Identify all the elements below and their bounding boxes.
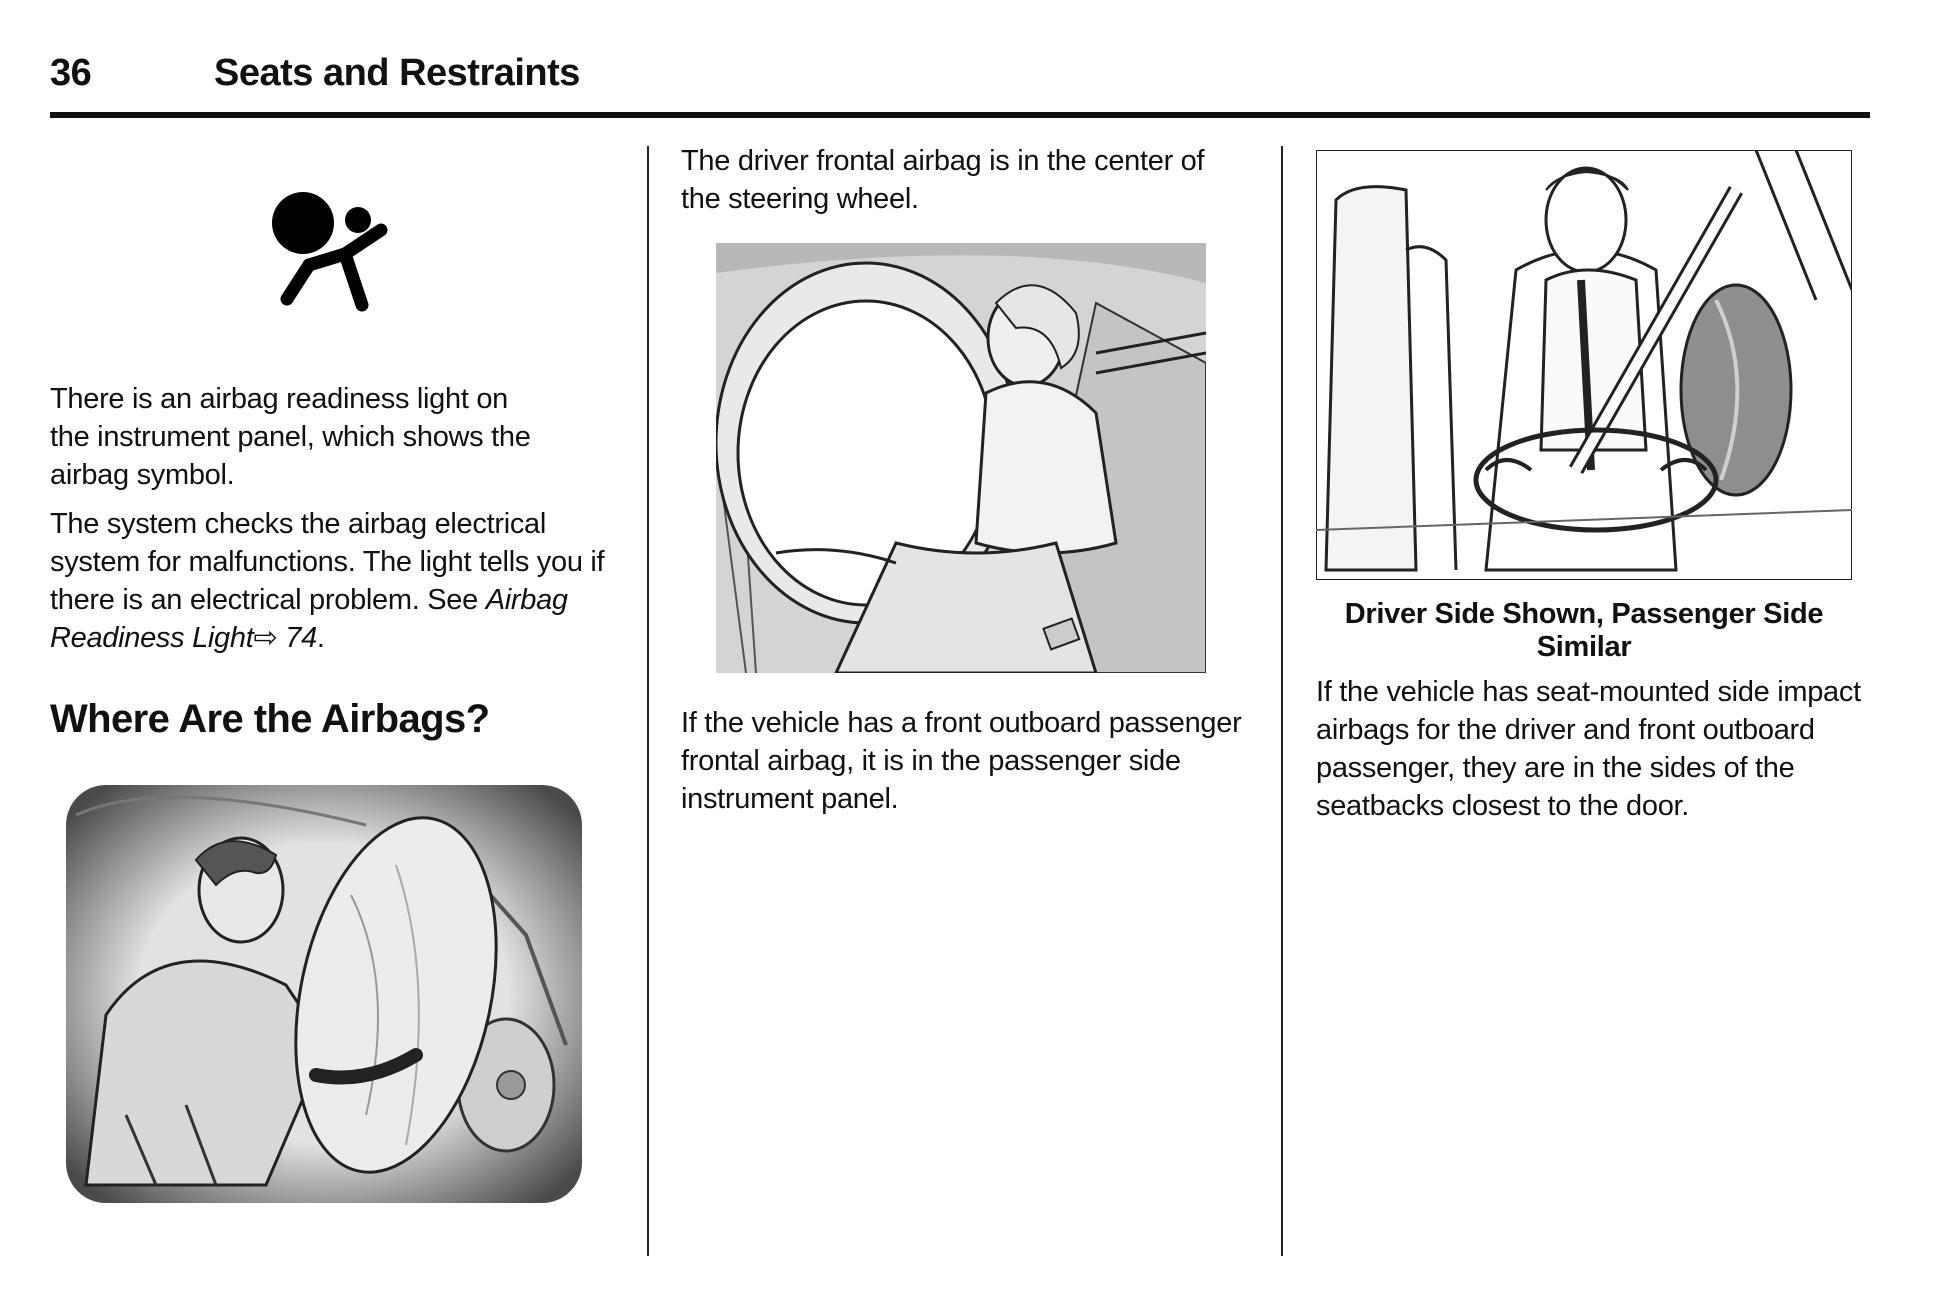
passenger-airbag-location-paragraph: If the vehicle has a front outboard passenger frontal airbag, it is in the passenger side instrument panel. bbox=[681, 707, 1242, 815]
driver-frontal-airbag-illustration bbox=[66, 785, 582, 1203]
system-check-paragraph bbox=[50, 505, 620, 657]
driver-airbag-location-paragraph: The driver frontal airbag is in the center of the steering wheel. bbox=[681, 145, 1205, 215]
side-impact-airbag-illustration bbox=[1316, 150, 1852, 580]
passenger-frontal-airbag-illustration bbox=[716, 243, 1206, 673]
where-are-airbags-heading: Where Are the Airbags? bbox=[50, 697, 490, 741]
period: . bbox=[316, 622, 325, 654]
page-number: 36 bbox=[50, 52, 92, 94]
page-ref-number[interactable]: 74 bbox=[285, 622, 317, 654]
page-ref-arrow-icon: ⇨ bbox=[253, 622, 278, 654]
side-impact-airbag-paragraph: If the vehicle has seat-mounted side impact airbags for the driver and front outboard passenger, they are in the sides of the seatbacks closest to the door. bbox=[1316, 676, 1861, 822]
readiness-light-paragraph: There is an airbag readiness light on the instrument panel, which shows the airbag symbol. bbox=[50, 383, 531, 491]
airbag-readiness-light-link[interactable]: Airbag Readiness Light bbox=[50, 584, 568, 654]
column-divider-right bbox=[1281, 146, 1283, 1256]
header-rule bbox=[50, 112, 1870, 118]
system-check-text: The system checks the airbag electrical system for malfunctions. The light tells you if there is an electrical problem. See bbox=[50, 508, 605, 616]
airbag-readiness-symbol-icon bbox=[265, 185, 395, 315]
illustration-caption: Driver Side Shown, Passenger Side Similar bbox=[1344, 598, 1824, 663]
column-divider-left bbox=[647, 146, 649, 1256]
section-title: Seats and Restraints bbox=[214, 52, 580, 94]
